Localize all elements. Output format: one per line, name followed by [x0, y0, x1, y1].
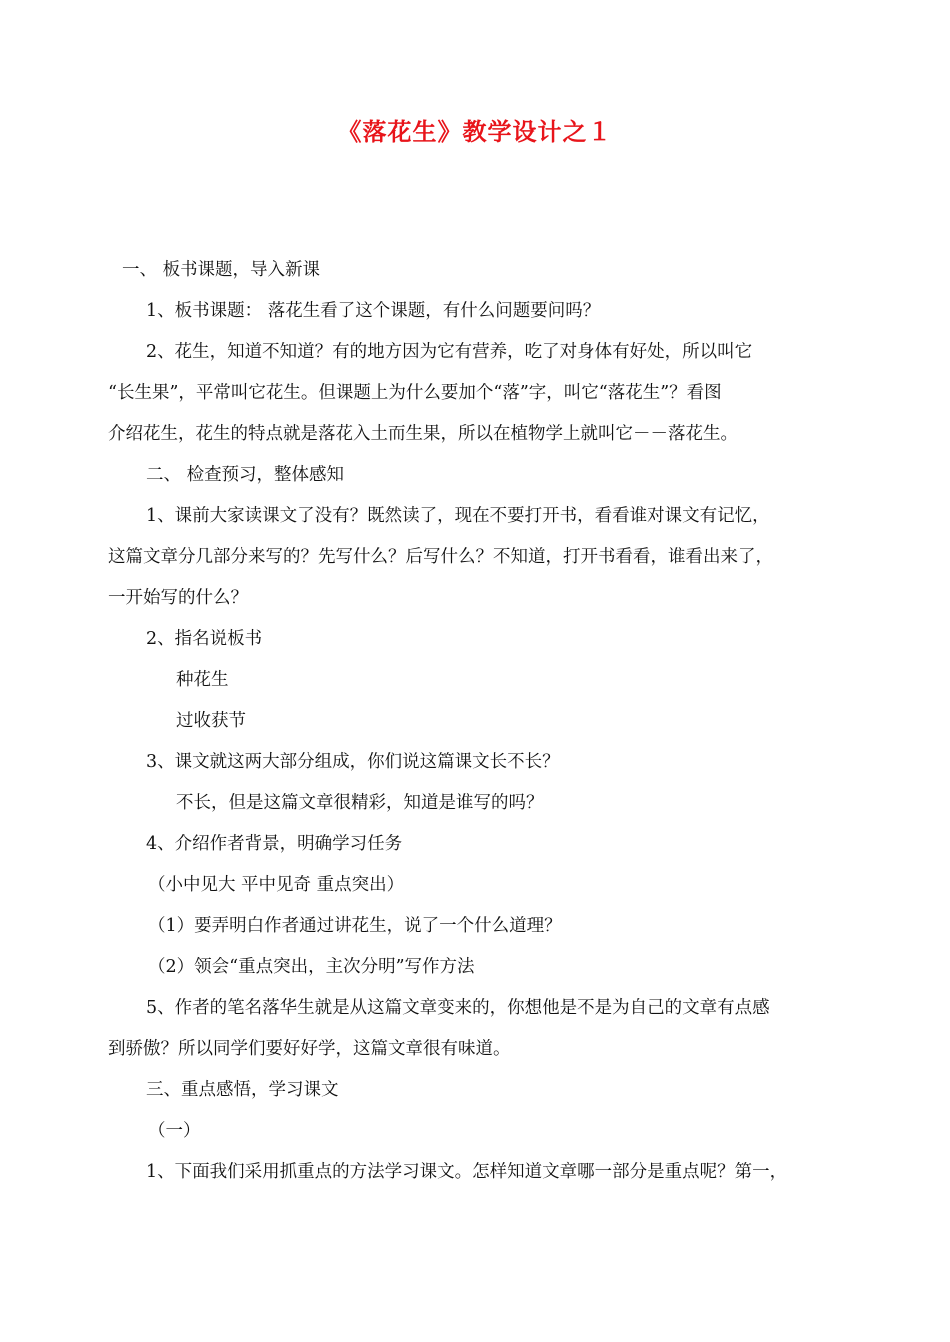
document-body: [108, 250, 848, 1193]
paragraph-line: 5、作者的笔名落华生就是从这篇文章变来的，你想他是不是为自己的文章有点感: [146, 998, 770, 1018]
paragraph-line: 到骄傲？所以同学们要好好学，这篇文章很有味道。: [108, 1039, 511, 1059]
paragraph-line: 2、指名说板书: [146, 629, 263, 649]
section-heading-3: 三、重点感悟，学习课文: [146, 1080, 339, 1100]
section-heading-2: 二、 检查预习，整体感知: [146, 465, 345, 485]
paragraph-line: 2、花生，知道不知道？有的地方因为它有营养，吃了对身体有好处，所以叫它: [146, 342, 753, 362]
paragraph-line: （2）领会“重点突出，主次分明”写作方法: [148, 957, 475, 977]
paragraph-line: 1、课前大家读课文了没有？既然读了，现在不要打开书，看看谁对课文有记忆，: [146, 506, 770, 526]
paragraph-line: 介绍花生，花生的特点就是落花入土而生果，所以在植物学上就叫它－－落花生。: [108, 424, 738, 444]
paragraph-line: “长生果”，平常叫它花生。但课题上为什么要加个“落”字，叫它“落花生”？看图: [108, 383, 722, 403]
paragraph-line: 不长，但是这篇文章很精彩，知道是谁写的吗？: [176, 793, 544, 813]
subsection-label: （一）: [148, 1121, 201, 1141]
paragraph-line: 1、下面我们采用抓重点的方法学习课文。怎样知道文章哪一部分是重点呢？第一，: [146, 1162, 788, 1182]
paragraph-line: 这篇文章分几部分来写的？先写什么？后写什么？不知道，打开书看看，谁看出来了，: [108, 547, 773, 567]
section-heading-1: 一、 板书课题，导入新课: [122, 260, 321, 280]
paragraph-line: （小中见大 平中见奇 重点突出）: [148, 875, 405, 895]
board-item: 过收获节: [176, 711, 246, 731]
paragraph-line: 1、板书课题： 落花生看了这个课题，有什么问题要问吗？: [146, 301, 601, 321]
paragraph-line: 4、介绍作者背景，明确学习任务: [146, 834, 403, 854]
paragraph-line: （1）要弄明白作者通过讲花生，说了一个什么道理？: [148, 916, 562, 936]
paragraph-line: 一开始写的什么？: [108, 588, 248, 608]
document-title: 《落花生》教学设计之１: [337, 117, 613, 146]
board-item: 种花生: [176, 670, 229, 690]
paragraph-line: 3、课文就这两大部分组成，你们说这篇课文长不长？: [146, 752, 560, 772]
